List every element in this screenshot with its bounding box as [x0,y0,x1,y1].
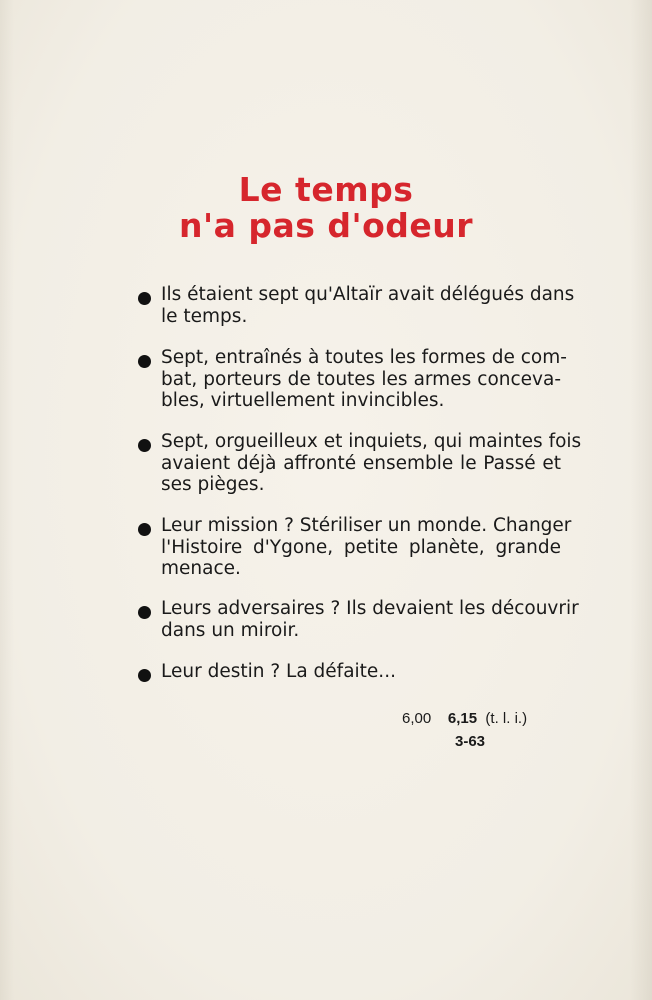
bullet-dot-icon [138,523,151,536]
blurb-text [161,284,575,327]
bullet-dot-icon [138,355,151,368]
new-price: 6,15 [447,710,478,727]
blurb-line: Leurs adversaires ? Ils devaient les découvrir [161,598,579,619]
old-price: 6,00 [402,710,432,727]
title-line-1: Le temps [238,170,414,209]
title-line-2: n'a pas d'odeur [178,206,474,245]
blurb-line: Sept, orgueilleux et inquiets, qui maintes fois [161,431,582,452]
blurb-line: ses pièges. [161,474,265,495]
price-line [402,710,527,727]
blurb-line: menace. [161,558,241,579]
blurb-line: le temps. [161,305,248,327]
page-edge-shadow-left [0,0,14,1000]
blurb-line: bles, virtuellement invincibles. [161,390,445,411]
blurb-line: avaient déjà affronté ensemble le Passé et [161,452,561,474]
catalog-code: 3-63 [455,733,486,750]
bullet-dot-icon [138,669,151,682]
blurb-line: Leur destin ? La défaite... [161,661,396,682]
blurb-text [161,598,579,641]
blurb-line: Leur mission ? Stériliser un monde. Changer [161,515,572,536]
blurb-text [161,347,567,412]
blurb-line: bat, porteurs de toutes les armes conceva- [161,368,561,390]
bullet-dot-icon [138,292,151,305]
blurb-text [161,431,582,496]
blurb-text [161,515,572,580]
bullet-dot-icon [138,439,151,452]
blurb-text [161,661,561,683]
blurb-line: Sept, entraînés à toutes les formes de com- [161,347,567,368]
bullet-dot-icon [138,606,151,619]
blurb-line: dans un miroir. [161,619,300,641]
page-edge-shadow-right [630,0,652,1000]
blurb-line: Ils étaient sept qu'Altaïr avait délégués dans [161,284,575,305]
blurb-line: l'Histoire d'Ygone, petite planète, grande [161,536,561,558]
price-tax-note: (t. l. i.) [485,710,528,727]
